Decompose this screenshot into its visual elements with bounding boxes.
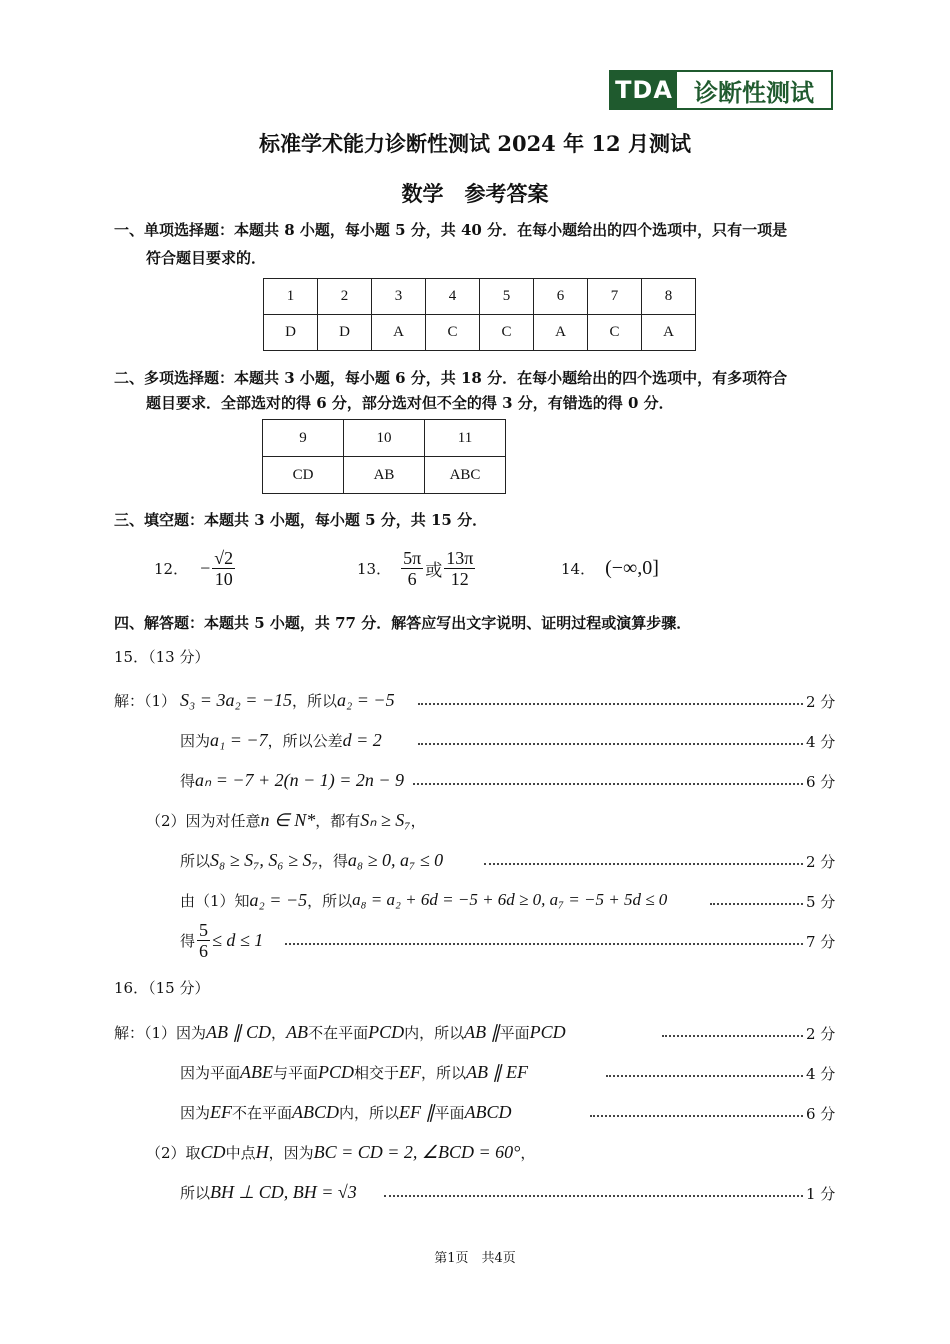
step-math: BH ⊥ CD, BH = √3 (210, 1181, 357, 1202)
step-prefix: 得 (180, 931, 196, 950)
q16-header: 16．（15 分） (114, 979, 210, 997)
dot-leader (384, 1195, 803, 1197)
step-prefix: 所以 (180, 851, 211, 870)
dot-leader (418, 743, 803, 745)
q15-step-1 (114, 688, 395, 712)
q15-part-2 (146, 808, 426, 832)
step-math: a₁ = −7 (210, 729, 268, 750)
table-cell: A (642, 315, 696, 351)
table-cell: D (264, 315, 318, 351)
step-math: PCD (318, 1061, 355, 1082)
step-math: d = 2 (342, 729, 382, 750)
step-text: 不在平面 (308, 1023, 369, 1042)
answer-12-fraction (212, 548, 235, 589)
step-prefix: 所以 (180, 1183, 211, 1202)
step-text: ，因为 (268, 1143, 314, 1162)
step-text: ， (271, 1023, 287, 1042)
fraction-numerator: 5π (403, 547, 422, 568)
table-cell: 4 (426, 279, 480, 315)
table-row-answers (263, 457, 506, 494)
tda-logo (609, 70, 833, 110)
answer-14-label: 14． (561, 559, 596, 578)
fraction-denominator: 6 (407, 568, 417, 589)
table-cell: 9 (263, 420, 344, 457)
step-text: ，所以 (292, 691, 338, 710)
table-cell: 11 (425, 420, 506, 457)
step-text: 平面 (434, 1103, 465, 1122)
step-math: BC = CD = 2, ∠BCD = 60° (313, 1141, 521, 1162)
fraction-denominator: 6 (199, 940, 209, 961)
fraction-numerator: 13π (446, 547, 474, 568)
q15-step-5 (180, 888, 667, 912)
step-math: AB ∥ EF (466, 1061, 529, 1082)
step-math: a₈ ≥ 0, a₇ ≤ 0 (347, 849, 444, 870)
table-cell: 8 (642, 279, 696, 315)
score-points: 1 分 (806, 1185, 836, 1203)
step-prefix: （2）取 (146, 1143, 201, 1162)
step-text: 中点 (225, 1143, 256, 1162)
table-row-answers (264, 315, 696, 351)
section2-heading: 二、多项选择题：本题共 3 小题，每小题 6 分，共 18 分．在每小题给出的四个选项中，有多项符合 (114, 369, 788, 387)
step-prefix: （2）因为对任意 (146, 811, 261, 830)
table-cell: 6 (534, 279, 588, 315)
dot-leader (285, 943, 803, 945)
answer-13 (357, 540, 477, 596)
section2-heading-cont: 题目要求．全部选对的得 6 分，部分选对但不全的得 3 分，有错选的得 0 分． (146, 394, 674, 412)
q15-header: 15．（13 分） (114, 648, 210, 666)
dot-leader (413, 783, 803, 785)
score-points: 7 分 (806, 933, 836, 951)
answer-12-label: 12． (154, 559, 189, 578)
q16-part-2 (146, 1140, 535, 1164)
answer-14 (561, 540, 659, 596)
step-prefix: 得 (180, 771, 196, 790)
step-math: EF (210, 1101, 233, 1122)
dot-leader (484, 863, 803, 865)
score-points: 5 分 (806, 893, 836, 911)
dot-leader (590, 1115, 803, 1117)
step-prefix: 由（1）知 (180, 891, 250, 910)
step-math: AB (286, 1021, 309, 1042)
step-text: 相交于 (354, 1063, 400, 1082)
step-math: H (255, 1141, 269, 1162)
fraction-denominator: 10 (214, 568, 233, 589)
step-math: S₈ ≥ S₇, S₆ ≥ S₇ (210, 849, 318, 870)
step-text: ， (410, 811, 426, 830)
step-math: n ∈ N* (260, 809, 316, 830)
step-text: 内，所以 (339, 1103, 400, 1122)
table-cell: A (534, 315, 588, 351)
score-points: 2 分 (806, 1025, 836, 1043)
step-math: a₂ = −5 (337, 689, 395, 710)
step-prefix: 因为 (180, 1103, 211, 1122)
step-math: a₂ = −5 (249, 889, 308, 910)
step-prefix: 解：（1）因为 (114, 1023, 207, 1042)
step-prefix: 解：（1） (114, 691, 177, 710)
section3-heading: 三、填空题：本题共 3 小题，每小题 5 分，共 15 分． (114, 511, 488, 529)
score-points: 4 分 (806, 1065, 836, 1083)
single-choice-answer-table (263, 278, 696, 351)
step-math: ABE (240, 1061, 274, 1082)
table-cell: AB (344, 457, 425, 494)
page-subtitle: 数学 参考答案 (401, 181, 549, 206)
answer-12-sign: − (200, 557, 211, 578)
answer-13-or: 或 (425, 560, 443, 581)
q15-step-4 (180, 848, 443, 872)
step-math: Sₙ ≥ S₇ (360, 809, 411, 830)
step-math: PCD (368, 1021, 405, 1042)
score-points: 6 分 (806, 773, 836, 791)
step-text: ，所以公差 (267, 731, 343, 750)
q16-step-1 (114, 1020, 566, 1044)
step-text: ，都有 (315, 811, 361, 830)
table-cell: C (588, 315, 642, 351)
q16-step-3 (180, 1100, 512, 1124)
fraction-denominator: 12 (450, 568, 469, 589)
q16-step-4 (180, 1180, 357, 1204)
page-footer: 第1页 共4页 (434, 1251, 516, 1266)
step-text: ，所以 (307, 891, 353, 910)
table-cell: D (318, 315, 372, 351)
table-cell: 1 (264, 279, 318, 315)
step-math: EF (399, 1061, 422, 1082)
dot-leader (710, 903, 803, 905)
q15-step-6 (180, 918, 263, 962)
logo-diagnostic-text: 诊断性测试 (694, 78, 814, 107)
step-math: S₃ = 3a₂ = −15 (180, 689, 293, 710)
score-points: 6 分 (806, 1105, 836, 1123)
table-cell: C (480, 315, 534, 351)
table-cell: 10 (344, 420, 425, 457)
step-text: 内，所以 (404, 1023, 465, 1042)
step-math: ≤ d ≤ 1 (212, 929, 264, 950)
table-cell: ABC (425, 457, 506, 494)
table-row-numbers (264, 279, 696, 315)
step-math: aₙ = −7 + 2(n − 1) = 2n − 9 (195, 769, 405, 790)
table-cell: 5 (480, 279, 534, 315)
section1-heading-cont: 符合题目要求的． (146, 249, 267, 267)
step-math: AB ∥ (464, 1021, 500, 1042)
dot-leader (606, 1075, 803, 1077)
step-text: ，得 (317, 851, 348, 870)
score-points: 2 分 (806, 853, 836, 871)
table-cell: 3 (372, 279, 426, 315)
fraction-numerator: 5 (199, 919, 209, 940)
step-fraction (197, 920, 210, 961)
step-math: ABCD (292, 1101, 340, 1122)
answer-13-label: 13． (357, 559, 392, 578)
fraction-numerator: √2 (214, 547, 234, 568)
section1-heading: 一、单项选择题：本题共 8 小题，每小题 5 分，共 40 分．在每小题给出的四个选项中，只有一项是 (114, 221, 788, 239)
answer-14-value: (−∞,0] (605, 556, 659, 579)
dot-leader (418, 703, 803, 705)
table-cell: 7 (588, 279, 642, 315)
step-math: PCD (529, 1021, 566, 1042)
table-cell: CD (263, 457, 344, 494)
section4-heading: 四、解答题：本题共 5 小题，共 77 分．解答应写出文字说明、证明过程或演算步骤． (114, 614, 692, 632)
q16-step-2 (180, 1060, 528, 1084)
step-text: 与平面 (273, 1063, 319, 1082)
answer-13-fraction-a (401, 548, 423, 589)
q15-step-3 (180, 768, 404, 792)
step-math: CD (200, 1141, 226, 1162)
logo-tda-text: TDA (611, 72, 677, 108)
dot-leader (662, 1035, 803, 1037)
q15-step-2 (180, 728, 382, 752)
page-title: 标准学术能力诊断性测试 2024 年 12 月测试 (259, 131, 691, 156)
step-prefix: 因为平面 (180, 1063, 241, 1082)
table-cell: A (372, 315, 426, 351)
step-math: AB ∥ CD (206, 1021, 272, 1042)
score-points: 4 分 (806, 733, 836, 751)
step-text: ， (520, 1143, 536, 1162)
answer-13-fraction-b (444, 548, 475, 589)
table-cell: C (426, 315, 480, 351)
step-prefix: 因为 (180, 731, 211, 750)
step-math: ABCD (464, 1101, 512, 1122)
step-text: ，所以 (421, 1063, 467, 1082)
table-cell: 2 (318, 279, 372, 315)
step-text: 不在平面 (232, 1103, 293, 1122)
step-math: a₈ = a₂ + 6d = −5 + 6d ≥ 0, a₇ = −5 + 5d ≤ 0 (352, 890, 668, 909)
table-row-numbers (263, 420, 506, 457)
score-points: 2 分 (806, 693, 836, 711)
multi-choice-answer-table (262, 419, 506, 494)
step-math: EF ∥ (399, 1101, 435, 1122)
answer-12 (154, 540, 237, 596)
step-text: 平面 (499, 1023, 530, 1042)
